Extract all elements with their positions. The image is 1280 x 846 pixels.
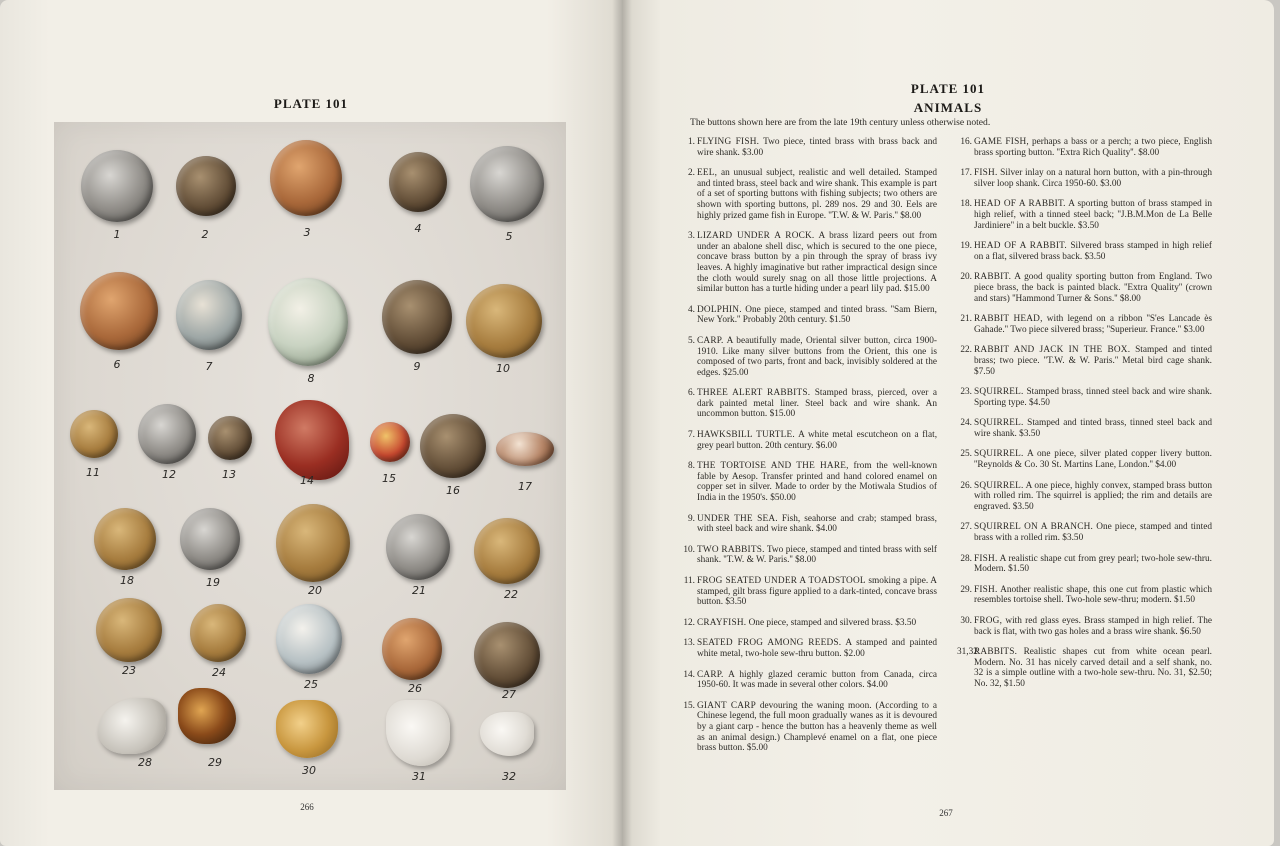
entry-description: A one piece, silver plated copper livery button. ''Reynolds & Co. 30 St. Martins Lane, London.'' $4.00 — [974, 449, 1213, 471]
button-26-image — [382, 618, 442, 680]
entry-description: A white metal escutcheon on a flat, grey pearl button. 20th century. $6.00 — [697, 430, 938, 451]
left-plate-title: PLATE 101 — [273, 96, 349, 111]
catalog-entry — [680, 231, 937, 295]
catalog-entry — [680, 638, 937, 659]
catalog-entry — [957, 272, 1212, 304]
entry-number: 24. — [960, 418, 972, 429]
entry-heading: FLYING FISH. — [697, 137, 760, 147]
figure-label: 16 — [446, 484, 460, 497]
entry-heading: SQUIRREL. — [974, 480, 1024, 491]
entry-number: 7. — [688, 430, 695, 441]
entry-description: Stamped and tinted brass; two piece. ''T.W. & W. Paris.'' Metal bird cage shank. $7.50 — [974, 345, 1212, 377]
catalog-entry — [957, 522, 1212, 543]
entry-number: 16. — [960, 137, 972, 147]
entry-number: 26. — [960, 480, 972, 491]
entry-number: 10. — [683, 544, 695, 555]
figure-label: 22 — [504, 588, 518, 601]
entry-number: 31,32. — [957, 647, 981, 658]
figure-label: 24 — [212, 666, 226, 679]
entry-description: perhaps a bass or a perch; a two piece, English brass sporting button. ''Extra Rich Quality''. $8.00 — [974, 137, 1212, 158]
figure-label: 18 — [120, 574, 134, 587]
plate-heading: PLATE 101 — [910, 81, 986, 96]
entry-heading: CRAYFISH. — [697, 617, 747, 628]
catalog-entry — [957, 418, 1212, 439]
figure-label: 19 — [206, 576, 220, 589]
button-13-image — [208, 416, 252, 460]
button-23-image — [96, 598, 162, 662]
button-25-image — [276, 604, 342, 674]
figure-label: 14 — [300, 474, 314, 487]
button-20-image — [276, 504, 350, 582]
catalog-entry — [957, 449, 1212, 470]
entry-description: smoking a pipe. A stamped, gilt brass figure applied to a dark-tinted, concave brass button. $3.50 — [697, 576, 937, 608]
figure-label: 32 — [502, 770, 516, 783]
button-10-image — [466, 284, 542, 358]
entry-heading: THREE ALERT RABBITS. — [697, 388, 811, 399]
catalog-entry — [680, 701, 937, 754]
entry-description: with legend on a ribbon ''S'es Lancade ès Gahade.'' Two piece silvered brass; ''Superieur. France.'' $3.00 — [974, 314, 1212, 335]
entry-heading: GAME FISH, — [974, 137, 1029, 147]
catalog-entry — [680, 336, 937, 378]
figure-label: 17 — [518, 480, 532, 493]
catalog-entry — [680, 618, 937, 629]
entry-description: Two piece, tinted brass with brass back and wire shank. $3.00 — [697, 137, 938, 158]
entry-heading: HAWKSBILL TURTLE. — [697, 430, 795, 441]
catalog-entry — [680, 137, 937, 158]
button-1-image — [81, 150, 153, 222]
entry-number: 9. — [688, 513, 695, 524]
button-7-image — [176, 280, 242, 350]
figure-label: 9 — [413, 360, 421, 373]
figure-label: 3 — [303, 226, 311, 239]
entry-description: Silvered brass stamped in high relief on a flat, silvered brass back. $3.50 — [974, 241, 1213, 262]
entry-number: 2. — [688, 168, 695, 179]
entry-number: 13. — [683, 638, 695, 649]
entry-number: 20. — [960, 272, 972, 283]
figure-label: 12 — [162, 468, 176, 481]
entry-heading: CARP. — [697, 669, 724, 680]
entry-heading: EEL, — [697, 168, 718, 179]
entry-heading: RABBIT AND JACK IN THE BOX. — [974, 345, 1131, 356]
catalog-entry — [957, 647, 1212, 689]
figure-label: 13 — [222, 468, 236, 481]
figure-label: 28 — [138, 756, 152, 769]
entry-number: 21. — [960, 314, 972, 325]
figure-label: 25 — [304, 678, 318, 691]
entry-number: 15. — [683, 700, 695, 711]
figure-label: 21 — [412, 584, 426, 597]
entry-number: 12. — [683, 617, 695, 628]
figure-label: 30 — [302, 764, 316, 777]
button-14-image — [275, 400, 349, 480]
entry-description: A one piece, highly convex, stamped brass button with rolled rim. The squirrel is applied; the rim and details are engraved. $3.50 — [974, 480, 1212, 512]
catalog-entry — [957, 554, 1212, 575]
figure-label: 10 — [496, 362, 510, 375]
entries-column-left — [680, 137, 937, 764]
entry-description: Fish, seahorse and crab; stamped brass, with steel back and wire shank. $4.00 — [697, 513, 937, 535]
figure-label: 1 — [113, 228, 121, 241]
catalog-entry — [957, 585, 1212, 606]
button-27-image — [474, 622, 540, 688]
entry-description: Realistic shapes cut from white ocean pearl. Modern. No. 31 has nicely carved detail and a self shank, no. 32 is a simple outline with a two-hole sew-thru. No. 31, $2.50; No. 32, $1.50 — [974, 647, 1212, 689]
entry-number: 14. — [683, 669, 695, 680]
button-15-image — [370, 422, 410, 462]
catalog-entry — [680, 461, 937, 503]
button-29-image — [178, 688, 236, 744]
button-17-image — [496, 432, 554, 466]
catalog-entry — [680, 388, 937, 420]
entry-description: Stamped brass, tinned steel back and wire shank. Sporting type. $4.50 — [974, 387, 1213, 408]
entry-heading: HEAD OF A RABBIT. — [974, 241, 1067, 252]
figure-label: 20 — [308, 584, 322, 597]
figure-label: 5 — [505, 230, 513, 243]
right-plate-title — [622, 79, 1274, 117]
entry-description: Another realistic shape, this one cut from plastic which resembles tortoise shell. Two-hole sew-thru; modern. $1.50 — [974, 584, 1212, 606]
button-12-image — [138, 404, 196, 464]
entry-heading: SQUIRREL. — [974, 418, 1024, 429]
catalog-entry — [957, 481, 1212, 513]
catalog-entry — [680, 514, 937, 535]
button-photo-plate — [54, 122, 566, 790]
entry-heading: FISH. — [974, 584, 998, 595]
entry-number: 22. — [960, 345, 972, 356]
entry-heading: SQUIRREL. — [974, 387, 1024, 398]
entry-description: A sporting button of brass stamped in high relief, with a tinned steel back; ''J.B.M.Mon de La Belle Jardiniere'' in a belt buckle. $3.50 — [974, 199, 1213, 231]
entry-heading: RABBIT HEAD, — [974, 314, 1043, 325]
figure-label: 26 — [408, 682, 422, 695]
entry-number: 25. — [960, 449, 972, 460]
catalog-entry — [680, 168, 937, 221]
entry-heading: FROG, — [974, 616, 1003, 626]
entry-number: 30. — [960, 616, 972, 626]
entry-description: A beautifully made, Oriental silver button, circa 1900-1910. Like many silver buttons from the Orient, this one is composed of two parts, front and back, invisibly soldered at the edges. $25.00 — [697, 335, 937, 378]
entry-number: 5. — [688, 335, 695, 346]
entry-description: Stamped brass, pierced, over a dark painted metal liner. Steel back and wire shank. An uncommon button. $15.00 — [697, 388, 937, 420]
entry-heading: RABBIT. — [974, 272, 1012, 283]
entry-description: A realistic shape cut from grey pearl; two-hole sew-thru. Modern. $1.50 — [974, 553, 1213, 575]
button-32-image — [480, 712, 534, 756]
button-24-image — [190, 604, 246, 662]
button-31-image — [386, 700, 450, 766]
catalog-entry — [680, 430, 937, 451]
button-6-image — [80, 272, 158, 350]
entry-number: 27. — [960, 522, 972, 533]
left-page-number: 266 — [300, 802, 314, 812]
entry-heading: FROG SEATED UNDER A TOADSTOOL — [697, 576, 866, 586]
entries-column-right — [957, 137, 1212, 700]
entry-heading: HEAD OF A RABBIT. — [974, 199, 1066, 210]
plate-subtitle: ANIMALS — [913, 100, 983, 115]
entry-number: 8. — [688, 461, 695, 472]
entry-heading: CARP. — [697, 335, 724, 346]
entry-number: 11. — [683, 576, 695, 586]
catalog-entry — [957, 387, 1212, 408]
figure-label: 11 — [86, 466, 100, 479]
button-22-image — [474, 518, 540, 584]
button-4-image — [389, 152, 447, 212]
entry-number: 17. — [960, 168, 972, 179]
intro-note: The buttons shown here are from the late 19th century unless otherwise noted. — [690, 117, 991, 128]
figure-label: 27 — [502, 688, 516, 701]
button-9-image — [382, 280, 452, 354]
entry-description: A highly glazed ceramic button from Canada, circa 1950-60. It was made in several other colors. $4.00 — [697, 669, 937, 691]
entry-description: A stamped and painted white metal, two-hole sew-thru button. $2.00 — [697, 638, 938, 659]
button-16-image — [420, 414, 486, 478]
entry-description: One piece, stamped and tinted brass with a rolled rim. $3.50 — [974, 522, 1212, 544]
figure-label: 31 — [412, 770, 426, 783]
entry-description: One piece, stamped and silvered brass. $3.50 — [748, 617, 917, 628]
entry-heading: RABBITS. — [974, 647, 1018, 658]
catalog-entry — [680, 670, 937, 691]
figure-label: 23 — [122, 664, 136, 677]
entry-heading: FISH. — [974, 553, 998, 564]
right-page-number: 267 — [939, 808, 953, 818]
figure-label: 6 — [113, 358, 121, 371]
entry-description: with red glass eyes. Brass stamped in high relief. The back is flat, with two gas holes and a brass wire shank. $6.50 — [974, 616, 1212, 637]
button-21-image — [386, 514, 450, 580]
button-5-image — [470, 146, 544, 222]
entry-heading: SQUIRREL ON A BRANCH. — [974, 522, 1094, 533]
entry-description: Two piece, stamped and tinted brass with self shank. ''T.W. & W. Paris.'' $8.00 — [697, 544, 937, 566]
figure-label: 4 — [414, 222, 422, 235]
entry-number: 28. — [960, 553, 972, 564]
entry-description: an unusual subject, realistic and well detailed. Stamped and tinted brass, steel back and wire shank. This example is part of a set of sporting buttons with fishing subjects; two others are shown with sporting buttons, pl. 289 nos. 29 and 30. Eels are highly prized game fish in Europe. ''T.W. & W. Paris.'' $8.00 — [697, 168, 937, 221]
entry-heading: DOLPHIN. — [697, 304, 742, 315]
catalog-entry — [680, 545, 937, 566]
entry-heading: SQUIRREL. — [974, 449, 1024, 460]
entry-description: devouring the waning moon. (According to a Chinese legend, the full moon gradually wanes as it is devoured by a giant carp - hence the button has a heavenly theme as well as an animal design.) Champlevé enamel on a flat, one piece brass button. $5.00 — [697, 700, 937, 754]
entry-heading: GIANT CARP — [697, 700, 756, 711]
button-28-image — [98, 698, 166, 754]
button-11-image — [70, 410, 118, 458]
entry-number: 19. — [960, 241, 972, 252]
button-19-image — [180, 508, 240, 570]
button-3-image — [270, 140, 342, 216]
entry-heading: TWO RABBITS. — [697, 544, 765, 555]
figure-label: 7 — [205, 360, 213, 373]
entry-heading: THE TORTOISE AND THE HARE, — [697, 461, 849, 472]
entry-number: 1. — [688, 137, 695, 147]
figure-label: 8 — [307, 372, 315, 385]
entry-number: 23. — [960, 387, 972, 398]
entry-heading: LIZARD UNDER A ROCK. — [697, 231, 815, 242]
catalog-entry — [957, 314, 1212, 335]
figure-label: 15 — [382, 472, 396, 485]
entry-heading: FISH. — [974, 168, 998, 179]
button-8-image — [268, 278, 348, 366]
button-2-image — [176, 156, 236, 216]
entry-description: A brass lizard peers out from under an abalone shell disc, which is secured to the one piece, concave brass button by a pin through the spray of brass ivy leaves. A highly imaginative but rather impractical design since the cloth would surely snag on all those little projections. A similar button has a turtle hiding under a pearl lily pad. $15.00 — [697, 231, 937, 295]
catalog-entry — [957, 168, 1212, 189]
entry-number: 4. — [688, 304, 695, 315]
entry-number: 3. — [688, 231, 695, 242]
button-18-image — [94, 508, 156, 570]
entry-number: 18. — [960, 199, 972, 210]
catalog-entry — [957, 199, 1212, 231]
entry-description: A good quality sporting button from England. Two piece brass, the back is painted black. ''Extra Quality'' (crown and stars) ''Hammond Turner & Sons.'' $8.00 — [974, 272, 1212, 304]
entry-description: One piece, stamped and tinted brass. ''Sam Biern, New York.'' Probably 20th century. $1.50 — [697, 304, 937, 326]
entry-number: 29. — [960, 584, 972, 595]
catalog-entry — [957, 616, 1212, 637]
button-30-image — [276, 700, 338, 758]
entry-heading: SEATED FROG AMONG REEDS. — [697, 638, 842, 649]
figure-label: 29 — [208, 756, 222, 769]
figure-label: 2 — [201, 228, 209, 241]
entry-heading: UNDER THE SEA. — [697, 513, 778, 524]
entry-description: Silver inlay on a natural horn button, with a pin-through silver loop shank. Circa 1950-60. $3.00 — [974, 168, 1212, 189]
catalog-entry — [957, 137, 1212, 158]
entry-description: from the well-known fable by Aesop. Transfer printed and hand colored enamel on copper set in silver. Made to order by the Motiwala Studios of India in the 1950's. $50.00 — [697, 461, 937, 504]
catalog-entry — [680, 576, 937, 608]
entry-number: 6. — [688, 388, 695, 399]
catalog-entry — [957, 241, 1212, 262]
book-gutter — [612, 0, 632, 846]
entry-description: Stamped and tinted brass, tinned steel back and wire shank. $3.50 — [974, 418, 1212, 439]
catalog-entry — [957, 345, 1212, 377]
catalog-entry — [680, 305, 937, 326]
